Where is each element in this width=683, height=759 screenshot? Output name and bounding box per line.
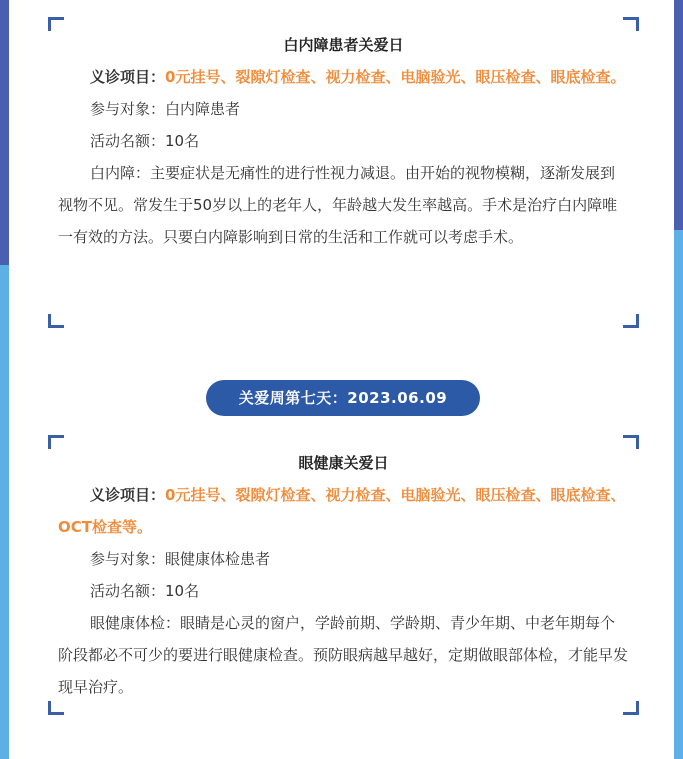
project-value: 0元挂号、裂隙灯检查、视力检查、电脑验光、眼压检查、眼底检查、OCT检查等。: [58, 486, 626, 536]
eye-health-care-day-card: [48, 435, 639, 715]
project-label: 义诊项目：: [90, 68, 166, 86]
project-value: 0元挂号、裂隙灯检查、视力检查、电脑验光、眼压检查、眼底检查。: [165, 68, 626, 86]
quota-line: 活动名额：10名: [90, 582, 200, 600]
corner-bracket-top-left: [48, 17, 64, 31]
corner-bracket-top-left: [48, 435, 64, 449]
project-label: 义诊项目：: [90, 486, 166, 504]
corner-bracket-top-right: [623, 17, 639, 31]
card-title: 眼健康关爱日: [298, 454, 389, 472]
right-side-bar-dark: [674, 0, 683, 230]
project-line: [58, 61, 629, 93]
care-week-day-badge: 关爱周第七天：2023.06.09: [206, 380, 480, 416]
corner-bracket-bottom-right: [623, 701, 639, 715]
card-title: 白内障患者关爱日: [283, 36, 404, 54]
corner-bracket-bottom-right: [623, 314, 639, 328]
corner-bracket-top-right: [623, 435, 639, 449]
left-side-bar-dark: [0, 0, 9, 265]
description-text: 眼健康体检：眼睛是心灵的窗户，学龄前期、学龄期、青少年期、中老年期每个阶段都必不可少的要进行眼健康检查。预防眼病越早越好，定期做眼部体检，才能早发现早治疗。: [58, 614, 629, 696]
target-line: 参与对象：白内障患者: [90, 100, 241, 118]
description-text: 白内障：主要症状是无痛性的进行性视力减退。由开始的视物模糊，逐渐发展到视物不见。常发生于50岁以上的老年人，年龄越大发生率越高。手术是治疗白内障唯一有效的方法。只要白内障影响到日常的生活和工作就可以考虑手术。: [58, 164, 618, 246]
left-side-bar-light: [0, 265, 9, 759]
corner-bracket-bottom-left: [48, 314, 64, 328]
cataract-care-day-card: [48, 17, 639, 328]
quota-line: 活动名额：10名: [90, 132, 200, 150]
corner-bracket-bottom-left: [48, 701, 64, 715]
target-line: 参与对象：眼健康体检患者: [90, 550, 271, 568]
right-side-bar-light: [674, 230, 683, 759]
project-line: [58, 479, 629, 543]
